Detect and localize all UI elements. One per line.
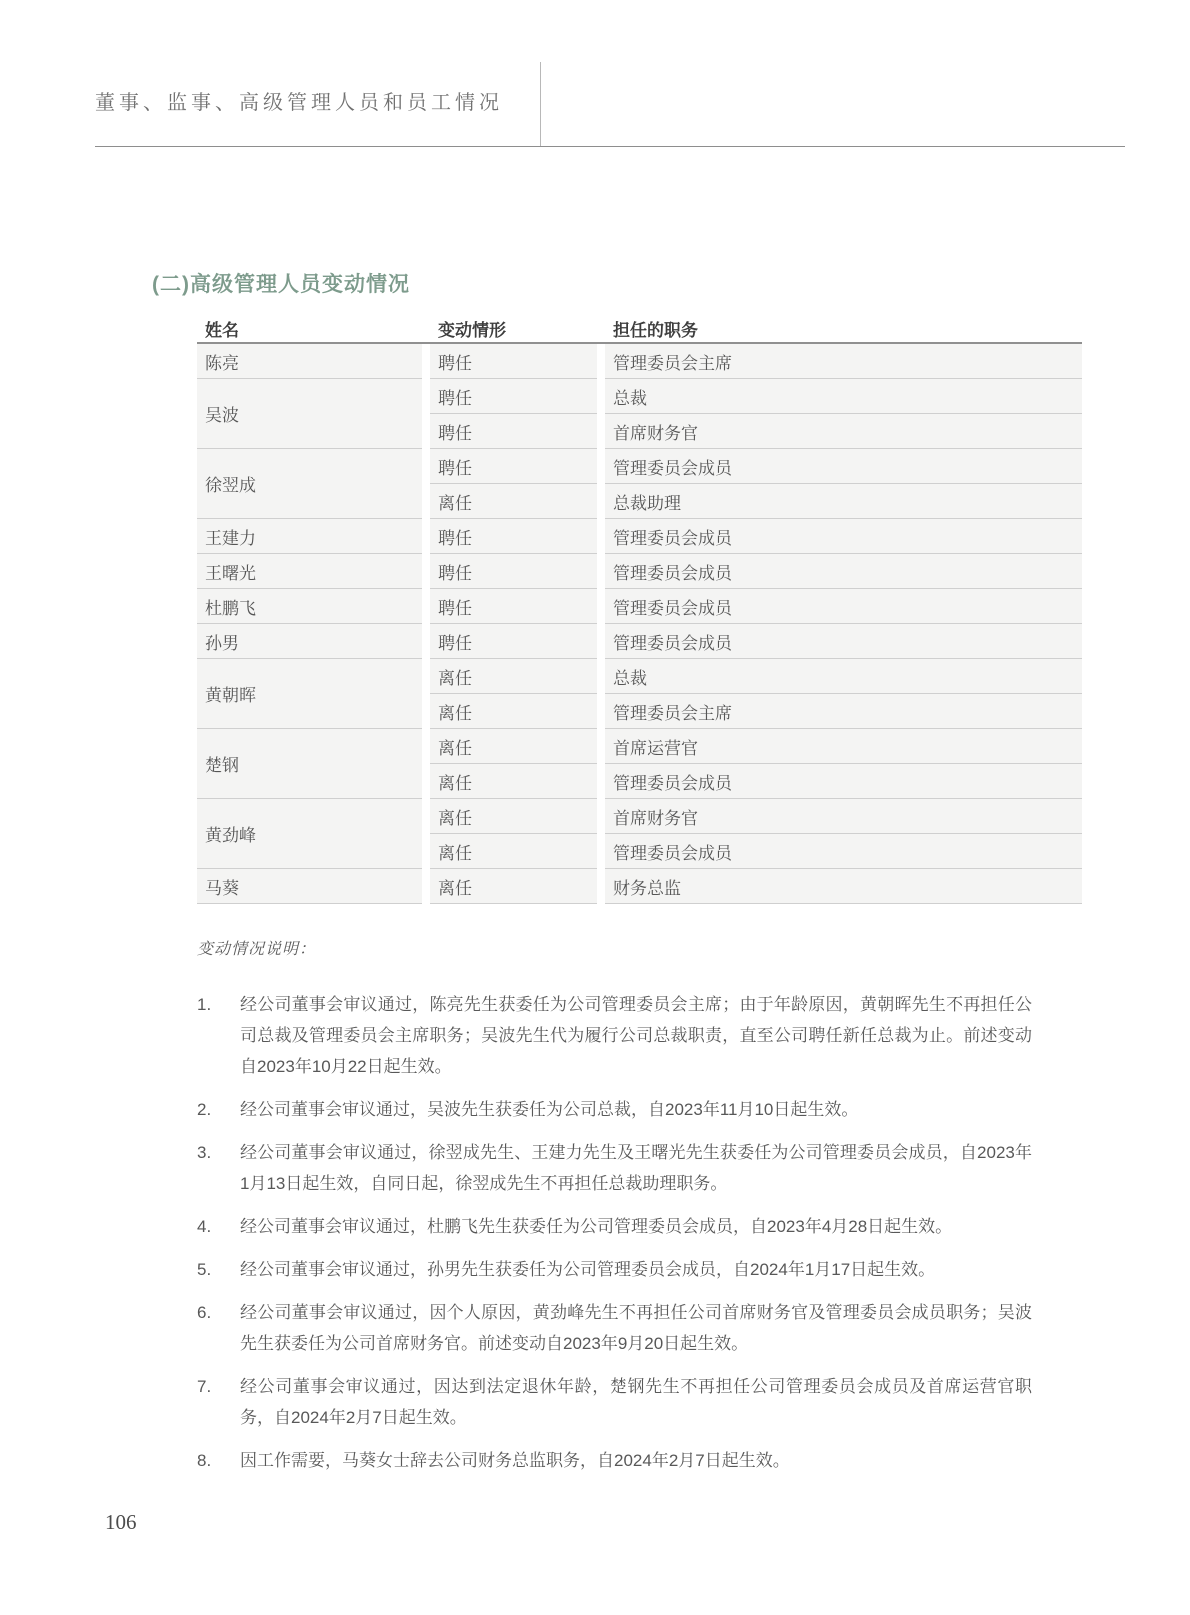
note-number: 2. bbox=[197, 1100, 212, 1119]
table-body bbox=[197, 344, 1082, 904]
table-cell-name: 王建力 bbox=[197, 519, 422, 554]
table-cell-name: 王曙光 bbox=[197, 554, 422, 589]
table-cell-position: 管理委员会成员 bbox=[605, 834, 1082, 869]
table-cell-change: 离任 bbox=[430, 764, 597, 799]
note-number: 7. bbox=[197, 1377, 212, 1396]
note-item bbox=[197, 989, 1032, 1082]
table-cell-position: 首席运营官 bbox=[605, 729, 1082, 764]
table-cell-position: 管理委员会主席 bbox=[605, 694, 1082, 729]
management-changes-table bbox=[197, 314, 1082, 904]
notes-title: 变动情况说明： bbox=[197, 941, 317, 958]
note-item bbox=[197, 1297, 1032, 1359]
table-cell-name: 吴波 bbox=[197, 379, 422, 449]
column-header-change: 变动情形 bbox=[438, 320, 506, 340]
table-cell-position: 首席财务官 bbox=[605, 414, 1082, 449]
table-cell-change: 离任 bbox=[430, 694, 597, 729]
table-cell-change: 聘任 bbox=[430, 449, 597, 484]
column-header-name: 姓名 bbox=[205, 320, 239, 340]
note-text: 经公司董事会审议通过，吴波先生获委任为公司总裁，自2023年11月10日起生效。 bbox=[240, 1100, 859, 1119]
table-cell-position: 管理委员会成员 bbox=[605, 764, 1082, 799]
note-text: 因工作需要，马葵女士辞去公司财务总监职务，自2024年2月7日起生效。 bbox=[240, 1451, 790, 1470]
change-notes-section bbox=[197, 936, 1032, 1488]
table-cell-change: 聘任 bbox=[430, 414, 597, 449]
note-text: 经公司董事会审议通过，孙男先生获委任为公司管理委员会成员，自2024年1月17日起生效。 bbox=[240, 1260, 936, 1279]
note-item bbox=[197, 1254, 1032, 1285]
table-cell-position: 总裁助理 bbox=[605, 484, 1082, 519]
note-number: 6. bbox=[197, 1303, 212, 1322]
table-cell-position: 管理委员会成员 bbox=[605, 449, 1082, 484]
column-header-position: 担任的职务 bbox=[613, 320, 698, 340]
note-text: 经公司董事会审议通过，因达到法定退休年龄，楚钢先生不再担任公司管理委员会成员及首席运营官职务，自2024年2月7日起生效。 bbox=[240, 1377, 1032, 1427]
table-cell-change: 离任 bbox=[430, 729, 597, 764]
table-cell-name: 徐翌成 bbox=[197, 449, 422, 519]
table-cell-position: 财务总监 bbox=[605, 869, 1082, 904]
table-cell-change: 聘任 bbox=[430, 624, 597, 659]
table-cell-name: 陈亮 bbox=[197, 344, 422, 379]
table-cell-name: 杜鹏飞 bbox=[197, 589, 422, 624]
note-text: 经公司董事会审议通过，杜鹏飞先生获委任为公司管理委员会成员，自2023年4月28日起生效。 bbox=[240, 1217, 953, 1236]
table-cell-position: 总裁 bbox=[605, 659, 1082, 694]
table-cell-change: 离任 bbox=[430, 834, 597, 869]
page-number: 106 bbox=[105, 1510, 137, 1534]
table-cell-position: 管理委员会成员 bbox=[605, 519, 1082, 554]
note-item bbox=[197, 1094, 1032, 1125]
table-cell-name: 黄朝晖 bbox=[197, 659, 422, 729]
note-number: 8. bbox=[197, 1451, 212, 1470]
section-title: (二)高级管理人员变动情况 bbox=[152, 273, 410, 296]
table-cell-name: 楚钢 bbox=[197, 729, 422, 799]
table-cell-change: 聘任 bbox=[430, 379, 597, 414]
note-number: 3. bbox=[197, 1143, 212, 1162]
note-number: 4. bbox=[197, 1217, 212, 1236]
header-horizontal-rule bbox=[95, 146, 1125, 147]
table-cell-change: 离任 bbox=[430, 659, 597, 694]
header-vertical-divider bbox=[540, 62, 541, 147]
note-item bbox=[197, 1211, 1032, 1242]
table-cell-position: 管理委员会成员 bbox=[605, 624, 1082, 659]
note-text: 经公司董事会审议通过，徐翌成先生、王建力先生及王曙光先生获委任为公司管理委员会成员，自2023年1月13日起生效，自同日起，徐翌成先生不再担任总裁助理职务。 bbox=[240, 1143, 1032, 1193]
table-cell-name: 孙男 bbox=[197, 624, 422, 659]
page-header-title: 董事、监事、高级管理人员和员工情况 bbox=[95, 92, 503, 114]
table-cell-name: 黄劲峰 bbox=[197, 799, 422, 869]
note-text: 经公司董事会审议通过，陈亮先生获委任为公司管理委员会主席；由于年龄原因，黄朝晖先生不再担任公司总裁及管理委员会主席职务；吴波先生代为履行公司总裁职责，直至公司聘任新任总裁为止。前述变动自2023年10月22日起生效。 bbox=[240, 995, 1032, 1076]
note-number: 5. bbox=[197, 1260, 212, 1279]
table-cell-change: 离任 bbox=[430, 484, 597, 519]
table-cell-change: 聘任 bbox=[430, 554, 597, 589]
table-header-row bbox=[197, 314, 1082, 344]
table-cell-name: 马葵 bbox=[197, 869, 422, 904]
note-item bbox=[197, 1371, 1032, 1433]
table-cell-change: 聘任 bbox=[430, 519, 597, 554]
table-cell-change: 离任 bbox=[430, 799, 597, 834]
table-cell-change: 离任 bbox=[430, 869, 597, 904]
table-cell-position: 首席财务官 bbox=[605, 799, 1082, 834]
table-cell-position: 总裁 bbox=[605, 379, 1082, 414]
table-cell-change: 聘任 bbox=[430, 344, 597, 379]
note-item bbox=[197, 1137, 1032, 1199]
note-item bbox=[197, 1445, 1032, 1476]
table-cell-position: 管理委员会成员 bbox=[605, 589, 1082, 624]
note-text: 经公司董事会审议通过，因个人原因，黄劲峰先生不再担任公司首席财务官及管理委员会成员职务；吴波先生获委任为公司首席财务官。前述变动自2023年9月20日起生效。 bbox=[240, 1303, 1032, 1353]
notes-list bbox=[197, 989, 1032, 1476]
table-cell-change: 聘任 bbox=[430, 589, 597, 624]
table-cell-position: 管理委员会主席 bbox=[605, 344, 1082, 379]
note-number: 1. bbox=[197, 995, 212, 1014]
table-cell-position: 管理委员会成员 bbox=[605, 554, 1082, 589]
